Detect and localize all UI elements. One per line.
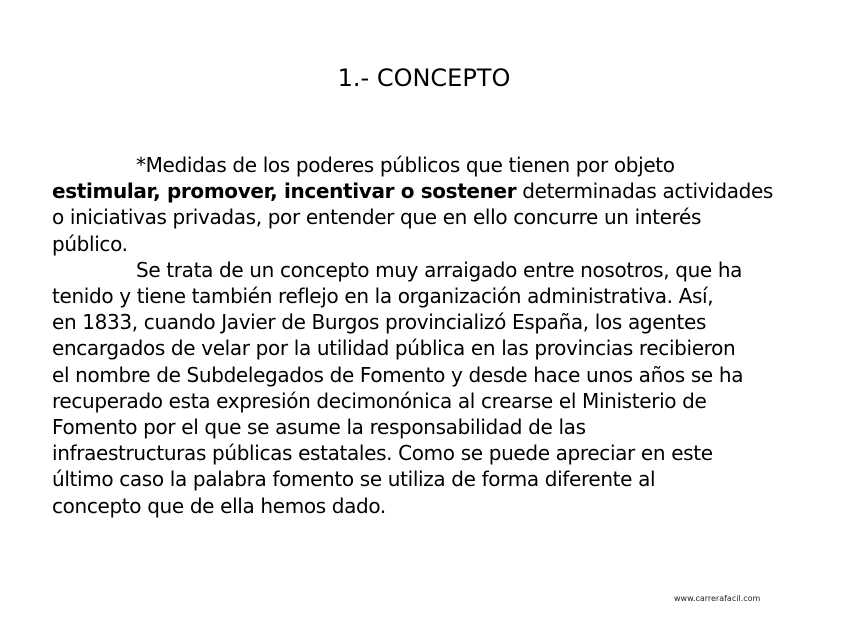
paragraph-2-line: último caso la palabra fomento se utiliza de forma diferente al	[52, 467, 656, 492]
slide-title: 1.- CONCEPTO	[337, 64, 511, 92]
paragraph-1-line: o iniciativas privadas, por entender que en ello concurre un interés	[52, 205, 702, 230]
slide-body	[52, 152, 812, 519]
paragraph-2-line: Fomento por el que se asume la responsabilidad de las	[52, 415, 586, 440]
paragraph-2-line: en 1833, cuando Javier de Burgos provincializó España, los agentes	[52, 310, 707, 335]
bold-keywords: estimular, promover, incentivar o sostener	[52, 179, 517, 204]
paragraph-1-line: *Medidas de los poderes públicos que tienen por objeto	[136, 153, 675, 177]
paragraph-2-line: encargados de velar por la utilidad pública en las provincias recibieron	[52, 336, 736, 361]
paragraph-2-line: infraestructuras públicas estatales. Como se puede apreciar en este	[52, 441, 713, 466]
paragraph-2-line: el nombre de Subdelegados de Fomento y desde hace unos años se ha	[52, 362, 744, 387]
paragraph-2-line: Se trata de un concepto muy arraigado entre nosotros, que ha	[136, 257, 743, 282]
footer-watermark-url: www.carrerafacil.com	[674, 594, 761, 603]
paragraph-1-line: público.	[52, 231, 128, 256]
paragraph-2-line: concepto que de ella hemos dado.	[52, 493, 386, 518]
paragraph-1-line-rest: determinadas actividades	[516, 179, 774, 204]
paragraph-concepto	[52, 257, 812, 519]
paragraph-medidas	[52, 152, 812, 257]
paragraph-1-line	[52, 178, 812, 204]
paragraph-2-line: tenido y tiene también reflejo en la organización administrativa. Así,	[52, 284, 714, 309]
paragraph-2-line: recuperado esta expresión decimonónica al crearse el Ministerio de	[52, 388, 707, 413]
